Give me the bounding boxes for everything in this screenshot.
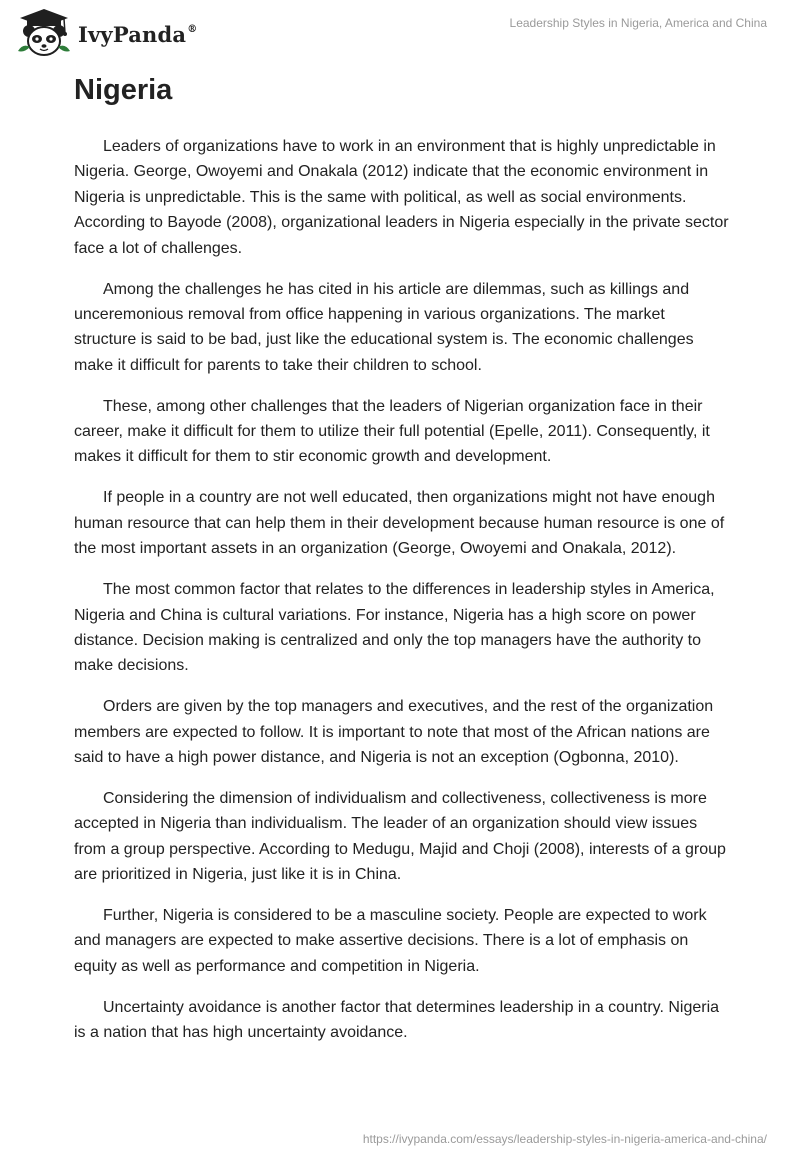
page-header — [0, 0, 800, 64]
paragraph: Leaders of organizations have to work in an environment that is highly unpredictable in Nigeria. George, Owoyemi and Onakala (2012) indicate that the economic environment in Nigeria is unpredictable. This is the same with political, as well as social environments. According to Bayode (2008), organizational leaders in Nigeria especially in the private sector face a lot of challenges. — [74, 138, 729, 257]
paragraph: Considering the dimension of individualism and collectiveness, collectiveness is more accepted in Nigeria than individualism. The leader of an organization should view issues from a group perspective. According to Medugu, Majid and Choji (2008), interests of a group are prioritized in Nigeria, just like it is in China. — [74, 789, 726, 884]
section-heading: Nigeria — [74, 74, 173, 106]
paragraph: Further, Nigeria is considered to be a masculine society. People are expected to work and managers are expected to make assertive decisions. There is a lot of emphasis on equity as well as performance and competition in Nigeria. — [74, 907, 707, 975]
paragraph: Among the challenges he has cited in his article are dilemmas, such as killings and unceremonious removal from office happening in various organizations. The market structure is said to be bad, just like the educational system is. The economic challenges make it difficult for parents to take their children to school. — [74, 280, 694, 374]
paragraph: The most common factor that relates to the differences in leadership styles in America, Nigeria and China is cultural variations. For instance, Nigeria has a high score on power distance. Decision making is centralized and only the top managers have the authority to make decisions. — [74, 581, 715, 675]
paragraph: Uncertainty avoidance is another factor that determines leadership in a country. Nigeria is a nation that has high uncertainty avoidance. — [74, 998, 720, 1042]
source-url[interactable]: https://ivypanda.com/essays/leadership-styles-in-nigeria-america-and-china/ — [362, 1132, 767, 1146]
registered-mark: ® — [187, 24, 198, 35]
paragraph: If people in a country are not well educated, then organizations might not have enough human resource that can help them in their development because human resource is one of the most important assets in an organization (George, Owoyemi and Onakala, 2012). — [74, 489, 725, 558]
paragraph: These, among other challenges that the leaders of Nigerian organization face in their career, make it difficult for them to utilize their full potential (Epelle, 2011). Consequently, it makes it difficult for them to stir economic growth and development. — [74, 397, 710, 466]
article-body — [74, 134, 730, 1061]
paragraph: Orders are given by the top managers and executives, and the rest of the organization members are expected to follow. It is important to note that most of the African nations are said to have a high power distance, and Nigeria is not an exception (Ogbonna, 2010). — [74, 698, 714, 767]
panda-graduate-logo-icon[interactable] — [14, 7, 74, 59]
brand-name[interactable]: IvyPanda® — [78, 22, 198, 47]
document-title: Leadership Styles in Nigeria, America and China — [509, 16, 767, 30]
